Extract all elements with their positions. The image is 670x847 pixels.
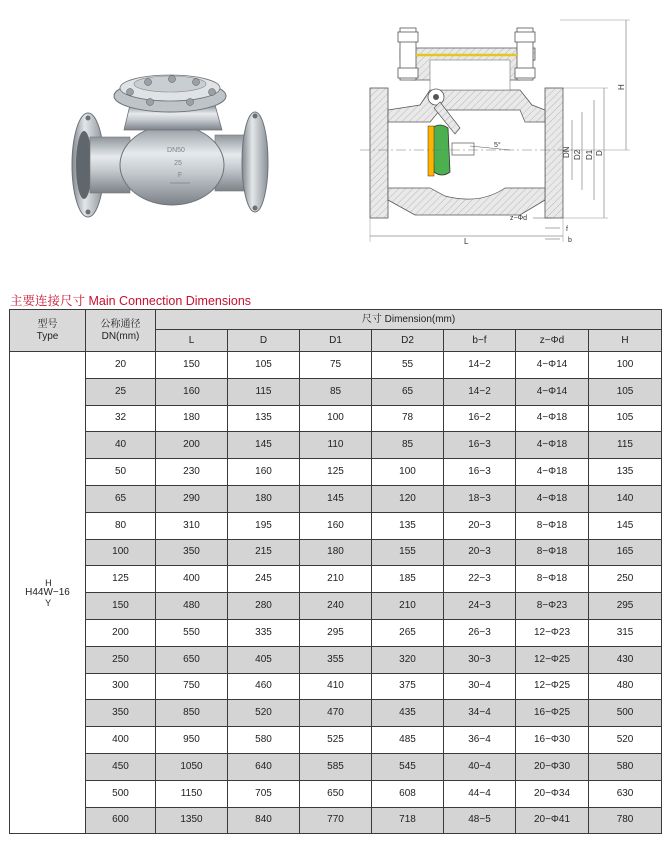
cell-dn: 40: [86, 432, 156, 459]
cell-l: 950: [156, 727, 228, 754]
cell-d: 215: [228, 539, 300, 566]
cell-l: 150: [156, 352, 228, 379]
cell-zd: 12−Φ25: [516, 646, 589, 673]
cell-d2: 65: [372, 378, 444, 405]
header-col-3: D2: [372, 330, 444, 352]
cell-bf: 24−3: [444, 593, 516, 620]
cell-h: 630: [589, 780, 662, 807]
cell-d: 115: [228, 378, 300, 405]
cell-l: 160: [156, 378, 228, 405]
cell-d: 405: [228, 646, 300, 673]
header-dn-en: DN(mm): [101, 330, 140, 342]
header-col-0: L: [156, 330, 228, 352]
dim-label-d2: D2: [573, 149, 582, 160]
cell-l: 650: [156, 646, 228, 673]
header-col-5: z−Φd: [516, 330, 589, 352]
cell-dn: 20: [86, 352, 156, 379]
cell-h: 250: [589, 566, 662, 593]
cell-dn: 500: [86, 780, 156, 807]
cell-d1: 585: [300, 753, 372, 780]
cell-l: 230: [156, 459, 228, 486]
cell-zd: 12−Φ23: [516, 619, 589, 646]
table-header: [10, 310, 662, 352]
cell-d2: 485: [372, 727, 444, 754]
cell-d2: 265: [372, 619, 444, 646]
cell-d1: 85: [300, 378, 372, 405]
cell-d2: 55: [372, 352, 444, 379]
cell-l: 350: [156, 539, 228, 566]
cell-zd: 8−Φ23: [516, 593, 589, 620]
cell-l: 750: [156, 673, 228, 700]
body-mark-dn: DN50: [167, 147, 185, 154]
cell-zd: 20−Φ41: [516, 807, 589, 834]
table-row: [10, 780, 662, 807]
table-row: [10, 700, 662, 727]
cell-l: 850: [156, 700, 228, 727]
cell-l: 290: [156, 485, 228, 512]
cell-dn: 32: [86, 405, 156, 432]
cell-bf: 30−4: [444, 673, 516, 700]
cell-d: 180: [228, 485, 300, 512]
cell-l: 200: [156, 432, 228, 459]
model-sup: H: [45, 577, 52, 588]
cell-dn: 50: [86, 459, 156, 486]
cell-d1: 770: [300, 807, 372, 834]
table-row: [10, 619, 662, 646]
table-row: [10, 405, 662, 432]
table-row: [10, 485, 662, 512]
cell-d1: 145: [300, 485, 372, 512]
cell-l: 1150: [156, 780, 228, 807]
cell-h: 295: [589, 593, 662, 620]
cell-zd: 8−Φ18: [516, 566, 589, 593]
cell-h: 140: [589, 485, 662, 512]
cell-l: 550: [156, 619, 228, 646]
cell-d: 105: [228, 352, 300, 379]
cell-d2: 78: [372, 405, 444, 432]
model-label: [25, 577, 70, 608]
table-row: [10, 673, 662, 700]
header-col-4: b−f: [444, 330, 516, 352]
dim-label-h: H: [617, 84, 626, 90]
table-row: [10, 459, 662, 486]
cell-bf: 22−3: [444, 566, 516, 593]
table-row: [10, 566, 662, 593]
valve-photo: [72, 75, 268, 217]
cell-dn: 400: [86, 727, 156, 754]
cell-zd: 4−Φ18: [516, 405, 589, 432]
technical-drawing: [360, 20, 630, 246]
cell-d: 840: [228, 807, 300, 834]
cell-d2: 608: [372, 780, 444, 807]
cell-d: 520: [228, 700, 300, 727]
cell-bf: 20−3: [444, 512, 516, 539]
cell-dn: 125: [86, 566, 156, 593]
cell-h: 105: [589, 405, 662, 432]
cell-bf: 26−3: [444, 619, 516, 646]
dim-label-f: f: [566, 226, 568, 233]
cell-h: 165: [589, 539, 662, 566]
cell-d1: 180: [300, 539, 372, 566]
table-row: [10, 646, 662, 673]
cell-d: 705: [228, 780, 300, 807]
section-title: 主要连接尺寸 Main Connection Dimensions: [10, 294, 252, 308]
cell-d: 640: [228, 753, 300, 780]
cell-dn: 25: [86, 378, 156, 405]
cell-bf: 14−2: [444, 378, 516, 405]
cell-bf: 36−4: [444, 727, 516, 754]
cell-h: 100: [589, 352, 662, 379]
cell-h: 520: [589, 727, 662, 754]
cell-zd: 20−Φ34: [516, 780, 589, 807]
cell-zd: 4−Φ18: [516, 459, 589, 486]
table-row: [10, 512, 662, 539]
cell-zd: 4−Φ14: [516, 352, 589, 379]
cell-d: 280: [228, 593, 300, 620]
cell-h: 315: [589, 619, 662, 646]
cell-zd: 4−Φ14: [516, 378, 589, 405]
cell-bf: 34−4: [444, 700, 516, 727]
cell-h: 780: [589, 807, 662, 834]
cell-h: 115: [589, 432, 662, 459]
dim-label-zd: z−Φd: [510, 215, 528, 222]
cell-d1: 470: [300, 700, 372, 727]
model-cell: [10, 352, 86, 834]
cell-d1: 100: [300, 405, 372, 432]
cell-d2: 320: [372, 646, 444, 673]
cell-d2: 135: [372, 512, 444, 539]
header-dn-cn: 公称通径: [100, 318, 141, 330]
table-row: [10, 593, 662, 620]
header-type-cn: 型号: [37, 318, 58, 330]
cell-dn: 65: [86, 485, 156, 512]
header-dimension: 尺寸 Dimension(mm): [156, 310, 662, 330]
cell-bf: 16−3: [444, 459, 516, 486]
cell-d: 335: [228, 619, 300, 646]
header-type: [10, 310, 86, 352]
cell-dn: 200: [86, 619, 156, 646]
cell-d1: 75: [300, 352, 372, 379]
table-row: [10, 352, 662, 379]
header-dn: [86, 310, 156, 352]
cell-d1: 355: [300, 646, 372, 673]
cell-d2: 545: [372, 753, 444, 780]
cell-bf: 16−3: [444, 432, 516, 459]
cell-d1: 525: [300, 727, 372, 754]
dim-label-d: D: [595, 150, 604, 156]
header-col-2: D1: [300, 330, 372, 352]
cell-dn: 300: [86, 673, 156, 700]
cell-bf: 14−2: [444, 352, 516, 379]
cell-d2: 210: [372, 593, 444, 620]
cell-dn: 250: [86, 646, 156, 673]
dim-label-d1: D1: [585, 149, 594, 160]
cell-d2: 435: [372, 700, 444, 727]
cell-bf: 44−4: [444, 780, 516, 807]
table-row: [10, 378, 662, 405]
cell-d2: 155: [372, 539, 444, 566]
header-col-1: D: [228, 330, 300, 352]
cell-d: 145: [228, 432, 300, 459]
cell-l: 180: [156, 405, 228, 432]
cell-d1: 295: [300, 619, 372, 646]
cell-zd: 4−Φ18: [516, 485, 589, 512]
cell-d1: 160: [300, 512, 372, 539]
cell-zd: 16−Φ25: [516, 700, 589, 727]
cell-zd: 12−Φ25: [516, 673, 589, 700]
cell-dn: 350: [86, 700, 156, 727]
cell-bf: 18−3: [444, 485, 516, 512]
cell-bf: 40−4: [444, 753, 516, 780]
cell-h: 480: [589, 673, 662, 700]
cell-dn: 80: [86, 512, 156, 539]
cell-d1: 125: [300, 459, 372, 486]
cell-zd: 8−Φ18: [516, 539, 589, 566]
cell-h: 105: [589, 378, 662, 405]
cell-h: 135: [589, 459, 662, 486]
cell-zd: 8−Φ18: [516, 512, 589, 539]
cell-d2: 100: [372, 459, 444, 486]
cell-d1: 650: [300, 780, 372, 807]
cell-d1: 410: [300, 673, 372, 700]
table-row: [10, 807, 662, 834]
cell-dn: 600: [86, 807, 156, 834]
cell-zd: 16−Φ30: [516, 727, 589, 754]
cell-dn: 450: [86, 753, 156, 780]
cell-h: 145: [589, 512, 662, 539]
cell-l: 1350: [156, 807, 228, 834]
cell-d: 135: [228, 405, 300, 432]
cell-d: 460: [228, 673, 300, 700]
cell-l: 480: [156, 593, 228, 620]
table-row: [10, 432, 662, 459]
model-sub: Y: [45, 597, 52, 608]
cell-h: 580: [589, 753, 662, 780]
cell-d: 195: [228, 512, 300, 539]
cell-d1: 210: [300, 566, 372, 593]
cell-h: 430: [589, 646, 662, 673]
dim-label-dn: DN: [562, 146, 571, 158]
cell-bf: 20−3: [444, 539, 516, 566]
cell-dn: 150: [86, 593, 156, 620]
dimensions-table: [9, 309, 662, 834]
cell-h: 500: [589, 700, 662, 727]
dim-label-l: L: [464, 237, 469, 246]
cell-zd: 20−Φ30: [516, 753, 589, 780]
figures-area: [0, 0, 670, 290]
cell-dn: 100: [86, 539, 156, 566]
cell-d: 160: [228, 459, 300, 486]
body-mark-pn: 25: [174, 160, 182, 167]
cell-d2: 718: [372, 807, 444, 834]
cell-d2: 120: [372, 485, 444, 512]
angle-label: 5°: [494, 142, 501, 149]
table-body: [10, 352, 662, 834]
cell-l: 400: [156, 566, 228, 593]
cell-d2: 185: [372, 566, 444, 593]
cell-bf: 16−2: [444, 405, 516, 432]
table-row: [10, 727, 662, 754]
cell-bf: 48−5: [444, 807, 516, 834]
cell-zd: 4−Φ18: [516, 432, 589, 459]
cell-d: 580: [228, 727, 300, 754]
cell-d1: 240: [300, 593, 372, 620]
model-main: H44W−16: [25, 586, 70, 598]
cell-d2: 375: [372, 673, 444, 700]
body-mark-letter: F: [177, 172, 183, 179]
cell-d2: 85: [372, 432, 444, 459]
cell-l: 1050: [156, 753, 228, 780]
dim-label-b: b: [568, 237, 572, 244]
table-row: [10, 539, 662, 566]
cell-l: 310: [156, 512, 228, 539]
cell-bf: 30−3: [444, 646, 516, 673]
header-type-en: Type: [36, 330, 59, 342]
cell-d1: 110: [300, 432, 372, 459]
header-col-6: H: [589, 330, 662, 352]
table-row: [10, 753, 662, 780]
cell-d: 245: [228, 566, 300, 593]
